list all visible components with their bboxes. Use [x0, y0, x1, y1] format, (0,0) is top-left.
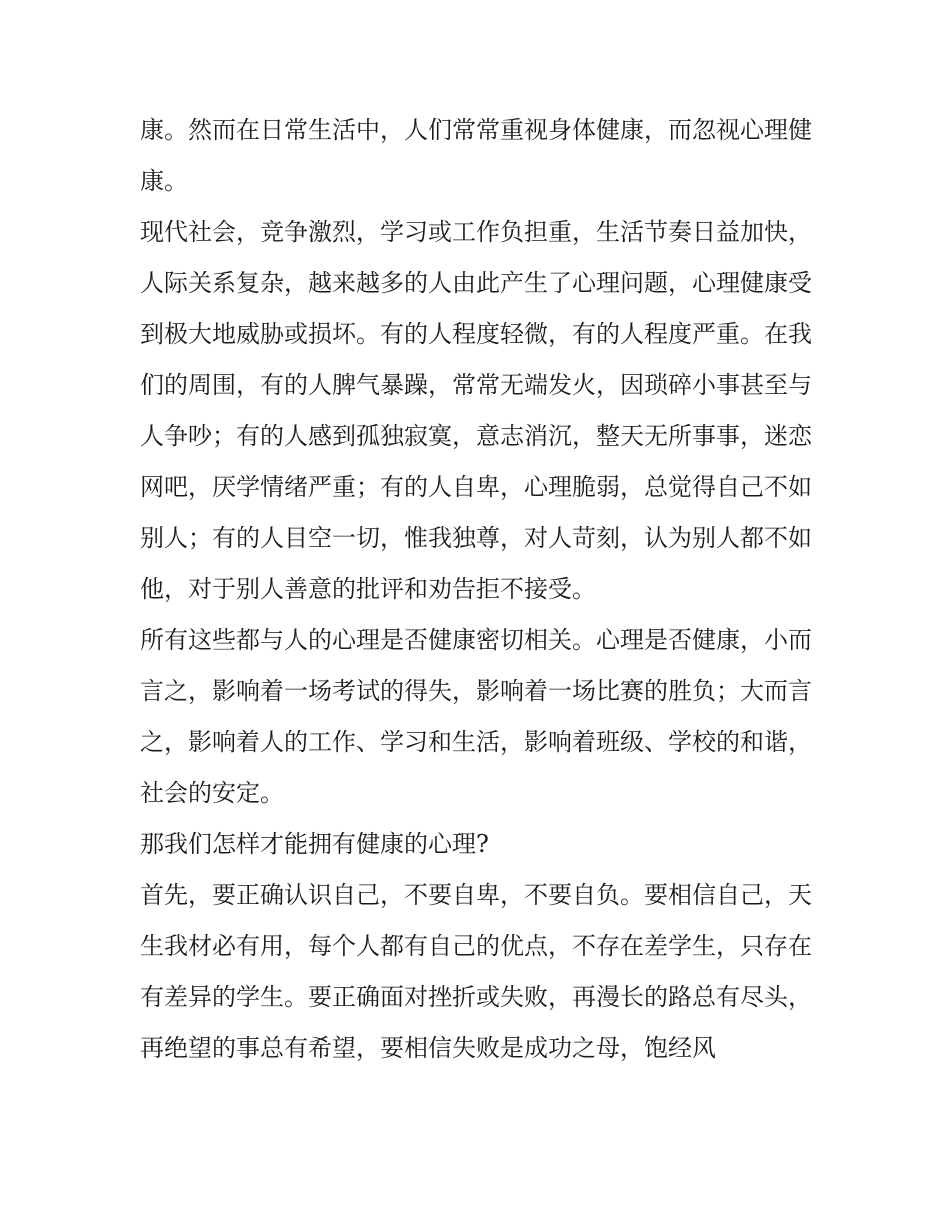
paragraph-1: 康。然而在日常生活中，人们常常重视身体健康，而忽视心理健康。 — [140, 116, 812, 195]
paragraph-2: 现代社会，竞争激烈，学习或工作负担重，生活节奏日益加快，人际关系复杂，越来越多的人由此产生了心理问题，心理健康受到极大地威胁或损坏。有的人程度轻微，有的人程度严重。在我们的周围，有的人脾气暴躁，常常无端发火，因琐碎小事甚至与人争吵；有的人感到孤独寂寞，意志消沉，整天无所事事，迷恋网吧，厌学情绪严重；有的人自卑，心理脆弱，总觉得自己不如别人；有的人目空一切，惟我独尊，对人苛刻，认为别人都不如他，对于别人善意的批评和劝告拒不接受。 — [140, 218, 812, 603]
paragraph-4: 那我们怎样才能拥有健康的心理? — [140, 830, 489, 858]
paragraph-5: 首先，要正确认识自己，不要自卑，不要自负。要相信自己，天生我材必有用，每个人都有自己的优点，不存在差学生，只存在有差异的学生。要正确面对挫折或失败，再漫长的路总有尽头，再绝望的事总有希望，要相信失败是成功之母，饱经风 — [140, 881, 812, 1062]
document-body — [140, 105, 820, 1074]
paragraph-3: 所有这些都与人的心理是否健康密切相关。心理是否健康，小而言之，影响着一场考试的得失，影响着一场比赛的胜负；大而言之，影响着人的工作、学习和生活，影响着班级、学校的和谐，社会的安定。 — [140, 626, 812, 807]
